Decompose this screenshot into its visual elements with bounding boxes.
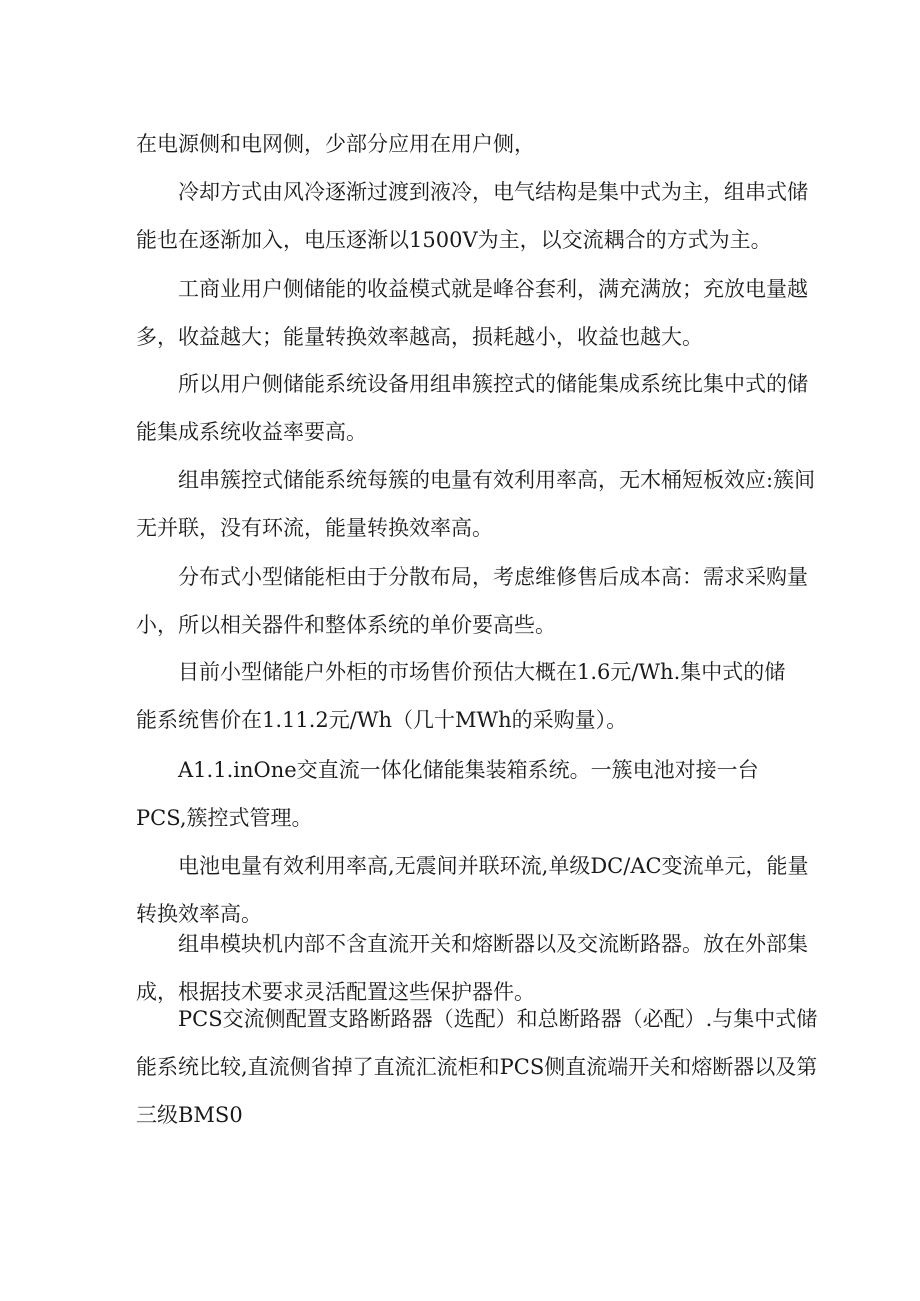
paragraph-line: 小，所以相关器件和整体系统的单价要高些。 xyxy=(136,613,556,637)
paragraph-line: PCS交流侧配置支路断路器（选配）和总断路器（必配）.与集中式储 xyxy=(178,1007,818,1031)
paragraph-line: 能系统比较,直流侧省掉了直流汇流柜和PCS侧直流端开关和熔断器以及第 xyxy=(136,1055,818,1079)
paragraph-8 xyxy=(136,746,786,842)
paragraph-line: 能也在逐渐加入，电压逐渐以1500V为主，以交流耦合的方式为主。 xyxy=(136,228,772,252)
paragraph-11 xyxy=(136,995,818,1139)
paragraph-line: 能集成系统收益率要高。 xyxy=(136,420,367,444)
paragraph-line: 三级BMS0 xyxy=(136,1103,243,1127)
paragraph-line: 分布式小型储能柜由于分散布局，考虑维修售后成本高：需求采购量 xyxy=(178,565,808,589)
paragraph-line: A1.1.inOne交直流一体化储能集装箱系统。一簇电池对接一台 xyxy=(178,758,759,782)
paragraph-5 xyxy=(136,456,816,552)
paragraph-line: 组串模块机内部不含直流开关和熔断器以及交流断路器。放在外部集 xyxy=(178,932,808,956)
paragraph-7 xyxy=(136,648,786,744)
paragraph-1 xyxy=(136,120,786,168)
paragraph-line: 转换效率高。 xyxy=(136,902,262,926)
paragraph-4 xyxy=(136,360,808,456)
paragraph-line: 在电源侧和电网侧，少部分应用在用户侧， xyxy=(136,132,535,156)
paragraph-2 xyxy=(136,168,808,264)
paragraph-3 xyxy=(136,265,808,361)
paragraph-line: 组串簇控式储能系统每簇的电量有效利用率高，无木桶短板效应:簇间 xyxy=(178,468,816,492)
paragraph-line: 工商业用户侧储能的收益模式就是峰谷套利，满充满放；充放电量越 xyxy=(178,277,808,301)
paragraph-6 xyxy=(136,553,808,649)
paragraph-line: 所以用户侧储能系统设备用组串簇控式的储能集成系统比集中式的储 xyxy=(178,372,808,396)
paragraph-line: 电池电量有效利用率高,无震间并联环流,单级DC/AC变流单元，能量 xyxy=(178,854,809,878)
paragraph-line: 无并联，没有环流，能量转换效率高。 xyxy=(136,516,493,540)
paragraph-line: 能系统售价在1.11.2元/Wh（几十MWh的采购量）。 xyxy=(136,708,628,732)
paragraph-line: PCS,簇控式管理。 xyxy=(136,806,313,830)
paragraph-line: 冷却方式由风冷逐渐过渡到液冷，电气结构是集中式为主，组串式储 xyxy=(178,180,808,204)
paragraph-line: 多，收益越大；能量转换效率越高，损耗越小，收益也越大。 xyxy=(136,325,703,349)
paragraph-line: 成，根据技术要求灵活配置这些保护器件。 xyxy=(136,980,535,1004)
paragraph-line: 目前小型储能户外柜的市场售价预估大概在1.6元/Wh.集中式的储 xyxy=(178,660,786,684)
